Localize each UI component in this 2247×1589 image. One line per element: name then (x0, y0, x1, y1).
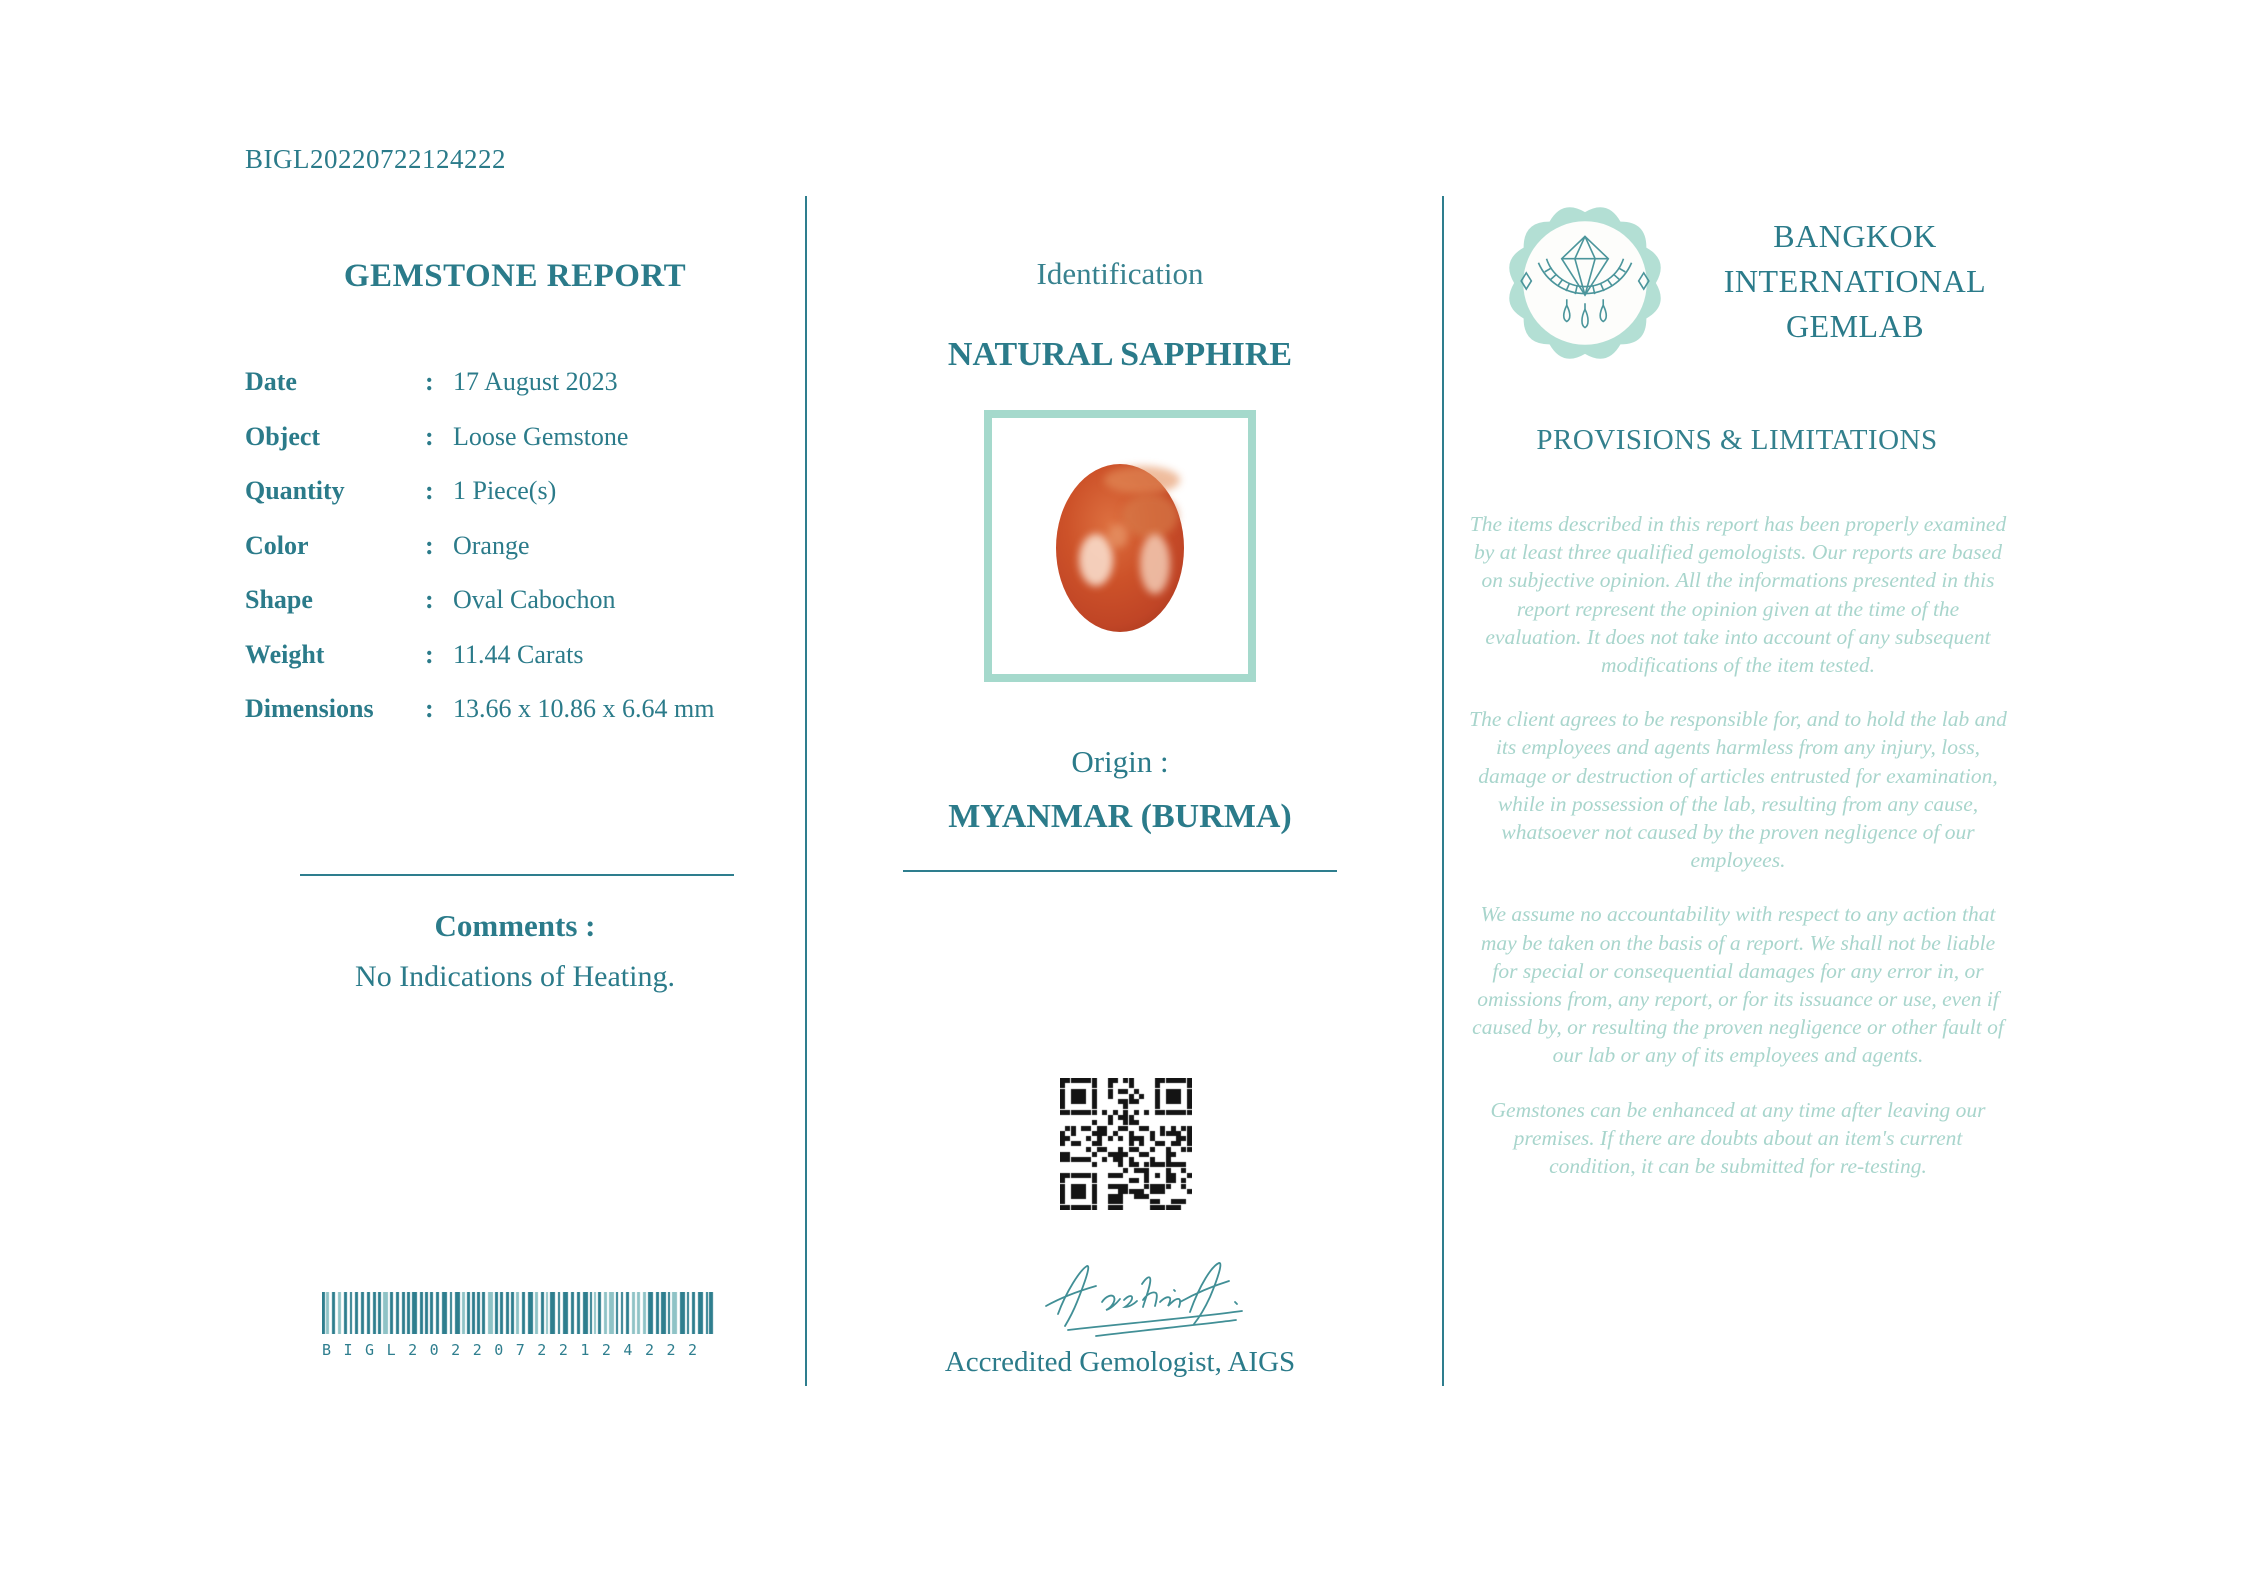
detail-colon: : (425, 421, 434, 451)
provisions-paragraph: The client agrees to be responsible for, and to hold the lab and its employees and agents harmless from any injury, loss, damage or destruction of articles entrusted for examination, while in possession of the lab, resulting from any cause, whatsoever not caused by the proven negligence of our employees. (1469, 707, 2007, 873)
detail-colon: : (425, 476, 434, 505)
detail-value: Orange (453, 530, 530, 560)
detail-value: Oval Cabochon (453, 585, 616, 614)
comments-label: Comments : (434, 908, 596, 943)
detail-colon: : (425, 585, 434, 614)
detail-label: Quantity (245, 476, 345, 505)
report-details-table (245, 366, 805, 748)
provisions-text (1468, 510, 2008, 1206)
provisions-paragraph: The items described in this report has been properly examined by at least three qualified gemologists. Our reports are based on subjective opinion. All the informations presented in this report represent the opinion given at the time of the evaluation. It does not take into account of any subsequent modifications of the item tested. (1469, 512, 2007, 678)
detail-row-weight (245, 639, 805, 694)
detail-label: Color (245, 530, 309, 560)
gemologist-signature (1030, 1250, 1270, 1345)
detail-label: Date (245, 367, 297, 396)
detail-value: Loose Gemstone (453, 421, 629, 451)
signer-title: Accredited Gemologist, AIGS (944, 1346, 1296, 1378)
detail-label: Weight (245, 639, 325, 669)
report-title: GEMSTONE REPORT (343, 258, 687, 294)
gem-name: NATURAL SAPPHIRE (947, 336, 1293, 373)
detail-value: 11.44 Carats (453, 639, 584, 669)
detail-row-object (245, 421, 805, 476)
comments-divider (300, 874, 734, 876)
qr-code (1060, 1078, 1192, 1210)
barcode-bars (322, 1292, 714, 1334)
identification-heading: Identification (1036, 256, 1204, 291)
origin-divider (903, 870, 1337, 872)
detail-colon: : (425, 639, 434, 669)
barcode (322, 1292, 714, 1359)
origin-label: Origin : (1071, 744, 1169, 779)
lab-name-line: BANGKOK (1773, 218, 1937, 254)
column-divider-right (1442, 196, 1444, 1386)
detail-row-shape (245, 584, 805, 639)
lab-name (1688, 214, 2022, 349)
detail-value: 17 August 2023 (453, 367, 618, 396)
detail-row-date (245, 366, 805, 421)
comments-text: No Indications of Heating. (355, 960, 675, 993)
detail-colon: : (425, 694, 434, 723)
column-divider-left (805, 196, 807, 1386)
report-number: BIGL20220722124222 (245, 144, 506, 174)
gem-photo-frame (984, 410, 1256, 682)
detail-label: Object (245, 421, 321, 451)
lab-name-line: INTERNATIONAL (1723, 263, 1987, 299)
detail-row-quantity (245, 475, 805, 530)
provisions-title: PROVISIONS & LIMITATIONS (1536, 424, 1938, 456)
detail-value: 13.66 x 10.86 x 6.64 mm (453, 694, 715, 723)
barcode-text: BIGL20220722124222 (322, 1341, 710, 1359)
detail-label: Shape (245, 585, 313, 614)
gem-photo (992, 418, 1248, 674)
detail-row-color (245, 530, 805, 585)
detail-row-dimensions (245, 693, 805, 748)
detail-label: Dimensions (245, 694, 374, 723)
lab-name-line: GEMLAB (1785, 308, 1925, 344)
detail-colon: : (425, 530, 434, 560)
detail-value: 1 Piece(s) (453, 476, 557, 505)
lab-logo-badge (1504, 202, 1666, 364)
origin-value: MYANMAR (BURMA) (948, 798, 1292, 835)
provisions-paragraph: We assume no accountability with respect to any action that may be taken on the basis of a report. We shall not be liable for special or consequential damages for any error in, or omissions from, any report, or for its issuance or use, even if caused by, or resulting the proven negligence or other fault of our lab or any of its employees and agents. (1472, 902, 2004, 1068)
detail-colon: : (425, 367, 434, 396)
provisions-paragraph: Gemstones can be enhanced at any time after leaving our premises. If there are doubts about an item's current condition, it can be submitted for re-testing. (1490, 1097, 1986, 1179)
